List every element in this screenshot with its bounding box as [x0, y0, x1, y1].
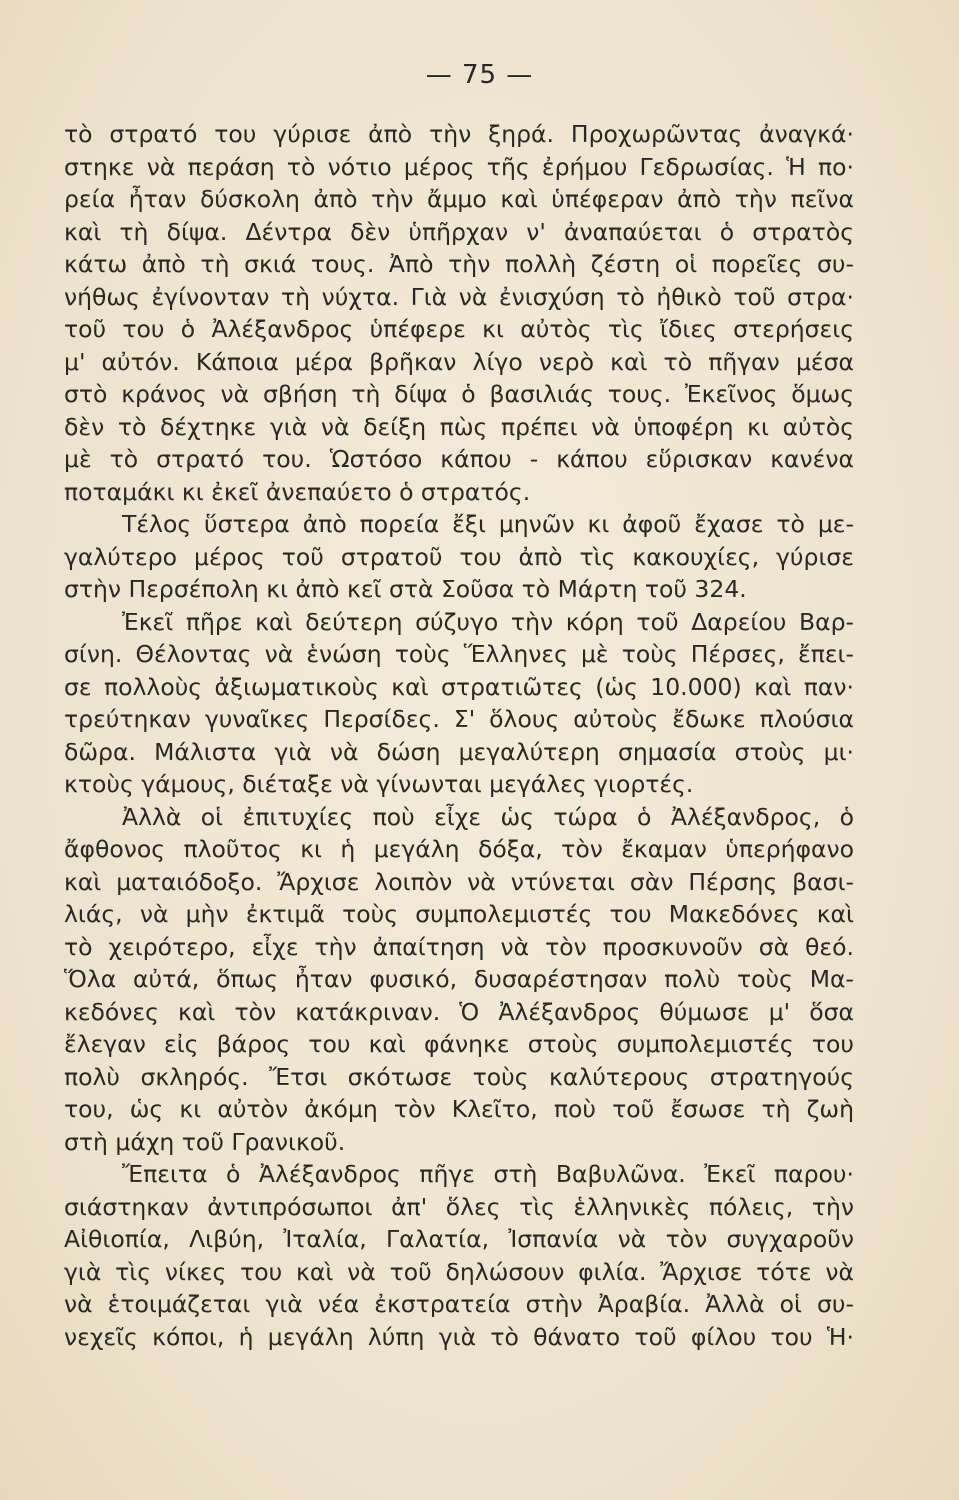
text-line: στὴ μάχη τοῦ Γρανικοῦ.	[64, 1127, 346, 1156]
text-line: ἔλεγαν εἰς βάρος του καὶ φάνηκε στοὺς συμπολεμιστές του	[64, 1030, 854, 1058]
text-line: λιάς, νὰ μὴν ἐκτιμᾶ τοὺς συμπολεμιστές του Μακεδόνες καὶ	[64, 900, 854, 928]
text-line: Ἀλλὰ οἱ ἐπιτυχίες ποὺ εἶχε ὡς τώρα ὁ Ἀλέξανδρος, ὁ	[122, 802, 854, 831]
text-line: στηκε νὰ περάση τὸ νότιο μέρος τῆς ἐρήμου Γεδρωσίας. Ἡ πο·	[64, 152, 854, 181]
text-line: σίνη. Θέλοντας νὰ ἑνώση τοὺς Ἕλληνες μὲ τοὺς Πέρσες, ἔπει-	[64, 640, 854, 668]
text-line: Τέλος ὕστερα ἀπὸ πορεία ἔξι μηνῶν κι ἀφοῦ ἔχασε τὸ με-	[122, 510, 854, 538]
text-line: Ὅλα αὐτά, ὅπως ἦταν φυσικό, δυσαρέστησαν πολὺ τοὺς Μα-	[64, 965, 854, 993]
text-line: δῶρα. Μάλιστα γιὰ νὰ δώση μεγαλύτερη σημασία στοὺς μι·	[64, 737, 854, 766]
text-line: καὶ ματαιόδοξο. Ἄρχισε λοιπὸν νὰ ντύνεται σὰν Πέρσης βασι-	[64, 867, 854, 896]
text-line: ἄφθονος πλοῦτος κι ἡ μεγάλη δόξα, τὸν ἔκαμαν ὑπερήφανο	[64, 835, 854, 863]
text-line: γαλύτερο μέρος τοῦ στρατοῦ του ἀπὸ τὶς κακουχίες, γύρισε	[64, 542, 854, 571]
text-line: Ἐκεῖ πῆρε καὶ δεύτερη σύζυγο τὴν κόρη τοῦ Δαρείου Βαρ-	[122, 607, 854, 636]
text-line: Αἰθιοπία, Λιβύη, Ἰταλία, Γαλατία, Ἰσπανία νὰ τὸν συγχαροῦν	[64, 1225, 854, 1253]
text-line: τοῦ του ὁ Ἀλέξανδρος ὑπέφερε κι αὐτὸς τὶς ἴδιες στερήσεις	[64, 315, 854, 343]
text-line: του, ὡς κι αὐτὸν ἀκόμη τὸν Κλεῖτο, ποὺ τοῦ ἔσωσε τὴ ζωὴ	[64, 1095, 854, 1123]
text-line: σιάστηκαν ἀντιπρόσωποι ἀπ' ὅλες τὶς ἑλληνικὲς πόλεις, τὴν	[64, 1192, 854, 1221]
text-line: τρεύτηκαν γυναῖκες Περσίδες. Σ' ὅλους αὐτοὺς ἔδωκε πλούσια	[64, 705, 854, 733]
text-line: μ' αὐτόν. Κάποια μέρα βρῆκαν λίγο νερὸ καὶ τὸ πῆγαν μέσα	[64, 347, 854, 376]
text-line: νήθως ἐγίνονταν τὴ νύχτα. Γιὰ νὰ ἐνισχύση τὸ ἠθικὸ τοῦ στρα·	[64, 282, 854, 311]
text-line: ρεία ἦταν δύσκολη ἀπὸ τὴν ἄμμο καὶ ὑπέφεραν ἀπὸ τὴν πεῖνα	[64, 185, 854, 213]
text-line: στὸ κράνος νὰ σβήση τὴ δίψα ὁ βασιλιάς τους. Ἐκεῖνος ὅμως	[64, 380, 854, 408]
text-line: μὲ τὸ στρατό του. Ὡστόσο κάπου - κάπου εὕρισκαν κανένα	[64, 445, 854, 473]
text-line: νὰ ἑτοιμάζεται γιὰ νέα ἐκστρατεία στὴν Ἀραβία. Ἀλλὰ οἱ συ-	[64, 1290, 854, 1318]
text-line: νεχεῖς κόποι, ἡ μεγάλη λύπη γιὰ τὸ θάνατο τοῦ φίλου του Ἡ·	[64, 1322, 854, 1351]
text-line: κάτω ἀπὸ τὴ σκιά τους. Ἀπὸ τὴν πολλὴ ζέστη οἱ πορεῖες συ-	[64, 250, 854, 278]
text-line: τὸ χειρότερο, εἶχε τὴν ἀπαίτηση νὰ τὸν προσκυνοῦν σὰ θεό.	[64, 932, 854, 961]
text-line: ποταμάκι κι ἐκεῖ ἀνεπαύετο ὁ στρατός.	[64, 477, 531, 506]
body-text	[64, 118, 854, 1353]
text-line: Ἔπειτα ὁ Ἀλέξανδρος πῆγε στὴ Βαβυλῶνα. Ἐκεῖ παρου·	[122, 1160, 854, 1188]
text-line: στὴν Περσέπολη κι ἀπὸ κεῖ στὰ Σοῦσα τὸ Μάρτη τοῦ 324.	[64, 575, 747, 603]
text-line: κεδόνες καὶ τὸν κατάκριναν. Ὁ Ἀλέξανδρος θύμωσε μ' ὅσα	[64, 997, 854, 1026]
text-line: δὲν τὸ δέχτηκε γιὰ νὰ δείξη πὼς πρέπει νὰ ὑποφέρη κι αὐτὸς	[64, 412, 854, 441]
text-line: πολὺ σκληρός. Ἔτσι σκότωσε τοὺς καλύτερους στρατηγούς	[64, 1062, 854, 1091]
text-line: γιὰ τὶς νίκες του καὶ νὰ τοῦ δηλώσουν φιλία. Ἄρχισε τότε νὰ	[64, 1257, 854, 1286]
text-line: σε πολλοὺς ἀξιωματικοὺς καὶ στρατιῶτες (ὡς 10.000) καὶ παν·	[64, 672, 854, 701]
text-line: κτοὺς γάμους, διέταξε νὰ γίνωνται μεγάλες γιορτές.	[64, 770, 694, 798]
page-number: — 75 —	[425, 60, 534, 90]
text-line: καὶ τὴ δίψα. Δέντρα δὲν ὑπῆρχαν ν' ἀναπαύεται ὁ στρατὸς	[64, 217, 854, 246]
text-line: τὸ στρατό του γύρισε ἀπὸ τὴν ξηρά. Προχωρῶντας ἀναγκά·	[64, 120, 854, 148]
